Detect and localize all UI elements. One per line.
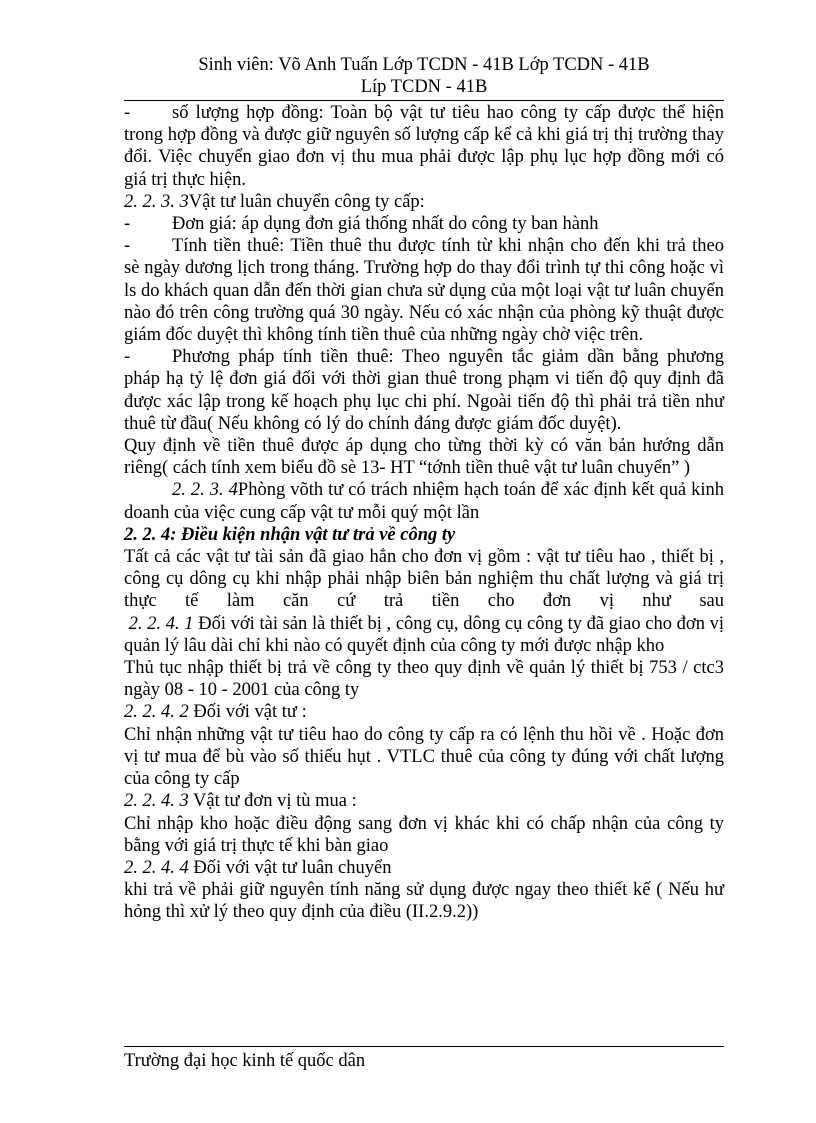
paragraph-2243: Chỉ nhập kho hoặc điều động sang đơn vị khác khi có chấp nhận của công ty bằng với giá trị thực tế khi bàn giao (124, 813, 724, 856)
bullet-rent-calculation: - Tính tiền thuê: Tiền thuê thu được tính từ khi nhận cho đến khi trả theo (124, 236, 724, 257)
paragraph-224-line-1: Tất cả các vật tư tài sản đã giao hẳn cho đơn vị gồm : vật tư tiêu hao , thiết bị , (124, 547, 724, 568)
section-2243: 2. 2. 4. 3 Vật tư đơn vị tù mua : (124, 791, 357, 812)
header-divider (124, 100, 724, 101)
page-header (124, 54, 724, 98)
section-number: 2. 2. 4. 2 (124, 702, 189, 723)
footer-divider (124, 1046, 724, 1047)
section-224-heading: 2. 2. 4: Điều kiện nhận vật tư trả về công ty (124, 524, 456, 545)
section-number: 2. 2. 4. 4 (124, 857, 189, 878)
section-number: 2. 2. 4. 1 (128, 613, 194, 634)
section-number: 2. 2. 3. 4 (172, 480, 238, 501)
paragraph-rent-method-continued: pháp hạ tỷ lệ đơn giá đối với thời gian thuê trong phạm vi tiến độ quy định đã được xác lập trong kế hoạch phụ lục chi phí. Ngoài tiến độ thì phải trả tiền như thuê từ đầu( Nếu không có lý do chính đáng được giám đốc duyệt). (124, 369, 724, 434)
paragraph-regulation: Quy định về tiền thuê được áp dụng cho từng thời kỳ có văn bản hướng dẫn riêng( cách tính xem biểu đồ sè 13- HT “tớnh tiền thuê vật tư luân chuyển” ) (124, 436, 724, 479)
bullet-rent-method: - Phương pháp tính tiền thuê: Theo nguyên tắc giảm dần bằng phương (124, 347, 724, 368)
section-2242: 2. 2. 4. 2 Đối với vật tư : (124, 702, 307, 723)
paragraph-procedure: Thủ tục nhập thiết bị trả về công ty theo quy định về quản lý thiết bị 753 / ctc3 ngày 08 - 10 - 2001 của công ty (124, 658, 724, 701)
bullet-unit-price: - Đơn giá: áp dụng đơn giá thống nhất do công ty ban hành (124, 214, 599, 235)
section-2244: 2. 2. 4. 4 Đối với vật tư luân chuyển (124, 857, 392, 878)
bullet-paragraph-quantity: - số lượng hợp đồng: Toàn bộ vật tư tiêu hao công ty cấp được thể hiện (124, 103, 724, 123)
section-2233: 2. 2. 3. 3Vật tư luân chuyển công ty cấp: (124, 191, 425, 212)
paragraph-rent-calculation-continued: sè ngày dương lịch trong tháng. Trường hợp do thay đổi trình tự thi công hoặc vì ls do khách quan dẫn đến thời gian chưa sử dụng của một loại vật tư luân chuyển nào đó trên công trường quá 30 ngày. Nếu có xác nhận của phòng kỹ thuật được giám đốc duyệt thì không tính tiền thuê của những ngày chờ việc trên. (124, 258, 724, 346)
document-body (124, 102, 724, 924)
paragraph-2244: khi trả về phải giữ nguyên tính năng sử dụng được ngay theo thiết kế ( Nếu hư hỏng thì xử lý theo quy định của điều (II.2.9.2)) (124, 880, 724, 923)
section-2234: 2. 2. 3. 4Phòng võth tư có trách nhiệm hạch toán để xác định kết quả kinh doanh của việc cung cấp vật tư mỗi quý một lần (124, 480, 725, 523)
section-number: 2. 2. 3. 3 (124, 191, 189, 212)
page-footer: Trường đại học kinh tế quốc dân (124, 1051, 366, 1071)
paragraph-quantity-continued: trong hợp đồng và được giữ nguyên số lượng cấp kể cả khi giá trị thị trường thay đổi. Việc chuyển giao đơn vị thu mua phải được lập phụ lục hợp đồng mới có giá trị thực hiện. (124, 125, 724, 190)
paragraph-224-line-2: công cụ dông cụ khi nhập phải nhập biên bản nghiệm thu chất lượng và giá trị (124, 569, 724, 590)
header-line-1: Sinh viên: Võ Anh Tuấn Lớp TCDN - 41B Lớp TCDN - 41B (198, 55, 650, 75)
paragraph-224-line-3: thực tế làm căn cứ trả tiền cho đơn vị như sau (124, 591, 724, 612)
paragraph-2242: Chỉ nhận những vật tư tiêu hao do công ty cấp ra có lệnh thu hồi về . Hoặc đơn vị tư mua để bù vào số thiếu hụt . VTLC thuê của công ty đúng với chất lượng của công ty cấp (124, 724, 724, 790)
section-2241: 2. 2. 4. 1 Đối với tài sản là thiết bị , công cụ, dông cụ công ty đã giao cho đơn vị quản lý lâu dài chỉ khi nào có quyết định của công ty mới được nhập kho (124, 613, 725, 656)
section-number: 2. 2. 4. 3 (124, 791, 189, 812)
header-line-2: Líp TCDN - 41B (360, 77, 488, 97)
